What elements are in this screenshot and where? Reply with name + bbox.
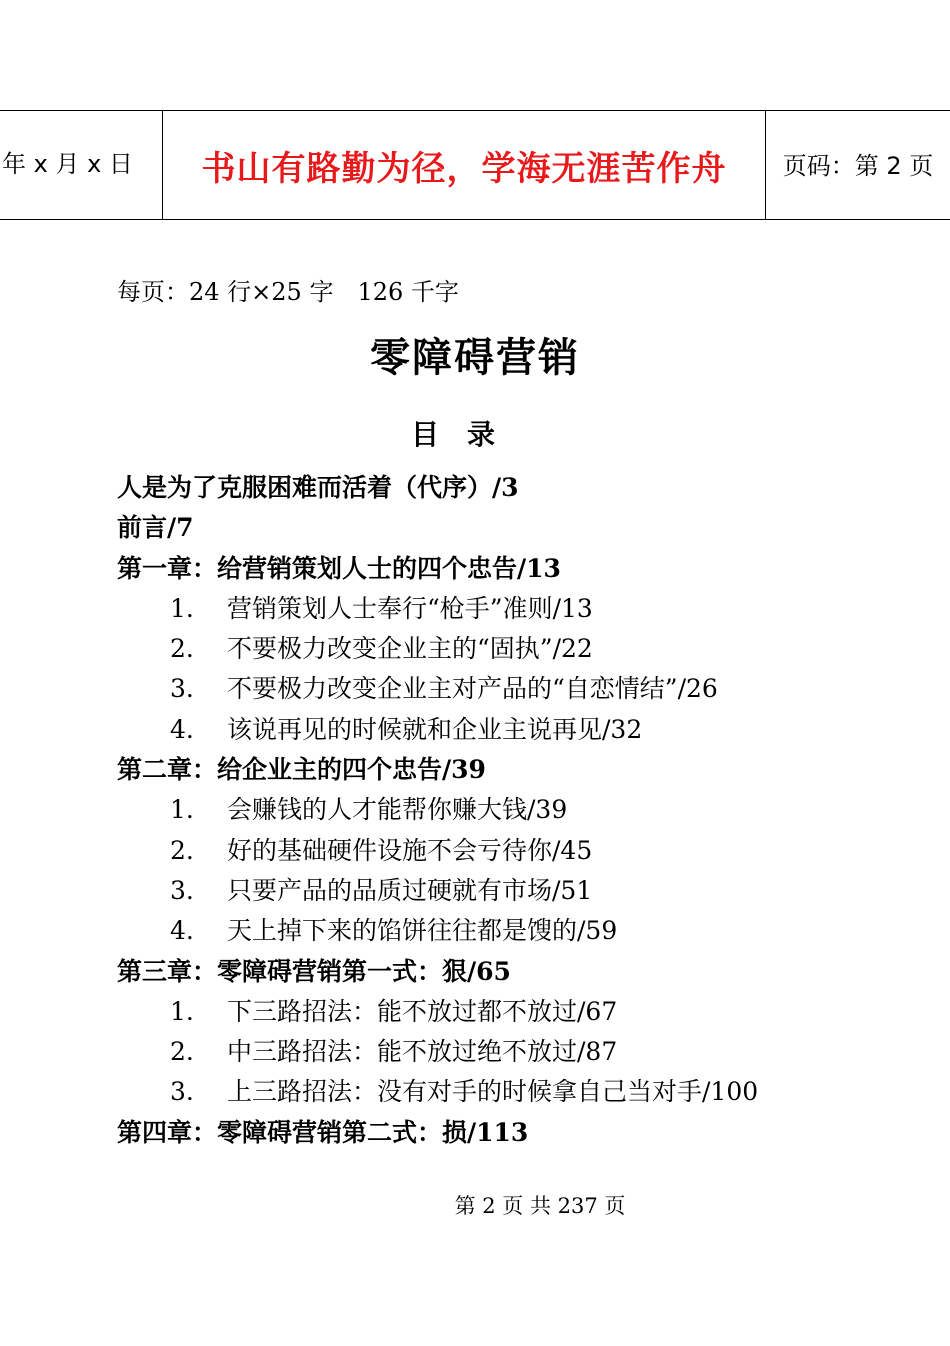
- toc-chapter: [117, 750, 917, 790]
- toc-item: [117, 589, 917, 629]
- book-title: 零障碍营销: [370, 335, 580, 381]
- header-motto-text: 书山有路勤为径，学海无涯苦作舟: [201, 148, 727, 189]
- toc-entry-text: 会赚钱的人才能帮你赚大钱/39: [227, 795, 568, 825]
- page-header: [0, 110, 950, 220]
- toc-entry-text: 第三章：零障碍营销第一式：狠/65: [117, 956, 511, 986]
- toc-entry-text: 不要极力改变企业主的“固执”/22: [227, 634, 593, 664]
- toc-item-number: 3.: [170, 875, 194, 905]
- toc-item-number: 4.: [170, 916, 194, 946]
- page-meta: 每页：24 行×25 字 126 千字: [117, 278, 459, 306]
- toc-entry-text: 人是为了克服困难而活着（代序）/3: [117, 473, 519, 502]
- header-date: [0, 111, 163, 219]
- toc-item: [117, 831, 917, 871]
- toc-item: [117, 710, 917, 750]
- toc-chapter: [117, 508, 917, 548]
- toc-item-number: 2.: [170, 1037, 194, 1067]
- toc-chapter: [117, 952, 917, 992]
- toc-item-number: 1.: [170, 795, 194, 825]
- toc-item: [117, 669, 917, 709]
- toc-entry-text: 第一章：给营销策划人士的四个忠告/13: [117, 553, 561, 583]
- toc-entry-text: 上三路招法：没有对手的时候拿自己当对手/100: [227, 1077, 759, 1107]
- toc-entry-text: 只要产品的品质过硬就有市场/51: [227, 875, 593, 905]
- table-of-contents: [117, 468, 917, 1153]
- header-page-label: [766, 111, 950, 219]
- toc-item: [117, 790, 917, 830]
- toc-entry-text: 该说再见的时候就和企业主说再见/32: [227, 714, 643, 744]
- toc-chapter: [117, 468, 917, 508]
- toc-item: [117, 871, 917, 911]
- toc-chapter: [117, 1113, 917, 1153]
- toc-item: [117, 1032, 917, 1072]
- toc-item-number: 3.: [170, 674, 194, 704]
- header-motto: [163, 111, 766, 219]
- toc-item-number: 3.: [170, 1077, 194, 1107]
- toc-item-number: 2.: [170, 835, 194, 865]
- header-date-text: 年 x 月 x 日: [2, 149, 133, 178]
- toc-item-number: 1.: [170, 996, 194, 1026]
- toc-item-number: 4.: [170, 714, 194, 744]
- toc-entry-text: 不要极力改变企业主对产品的“自恋情结”/26: [227, 674, 718, 704]
- toc-entry-text: 营销策划人士奉行“枪手”准则/13: [227, 593, 593, 623]
- toc-entry-text: 下三路招法：能不放过都不放过/67: [227, 996, 618, 1026]
- page-footer: 第 2 页 共 237 页: [454, 1194, 626, 1218]
- toc-entry-text: 中三路招法：能不放过绝不放过/87: [227, 1037, 618, 1067]
- toc-chapter: [117, 549, 917, 589]
- toc-item-number: 1.: [170, 593, 194, 623]
- toc-entry-text: 天上掉下来的馅饼往往都是馊的/59: [227, 916, 618, 946]
- toc-item: [117, 629, 917, 669]
- toc-item: [117, 1072, 917, 1112]
- toc-item: [117, 992, 917, 1032]
- toc-heading: 目 录: [410, 418, 495, 451]
- toc-entry-text: 第四章：零障碍营销第二式：损/113: [117, 1117, 529, 1147]
- toc-entry-text: 前言/7: [117, 513, 194, 543]
- header-page-label-text: 页码：第 2 页: [782, 151, 934, 180]
- toc-item: [117, 911, 917, 951]
- toc-entry-text: 好的基础硬件设施不会亏待你/45: [227, 835, 593, 865]
- toc-entry-text: 第二章：给企业主的四个忠告/39: [117, 755, 486, 785]
- toc-item-number: 2.: [170, 634, 194, 664]
